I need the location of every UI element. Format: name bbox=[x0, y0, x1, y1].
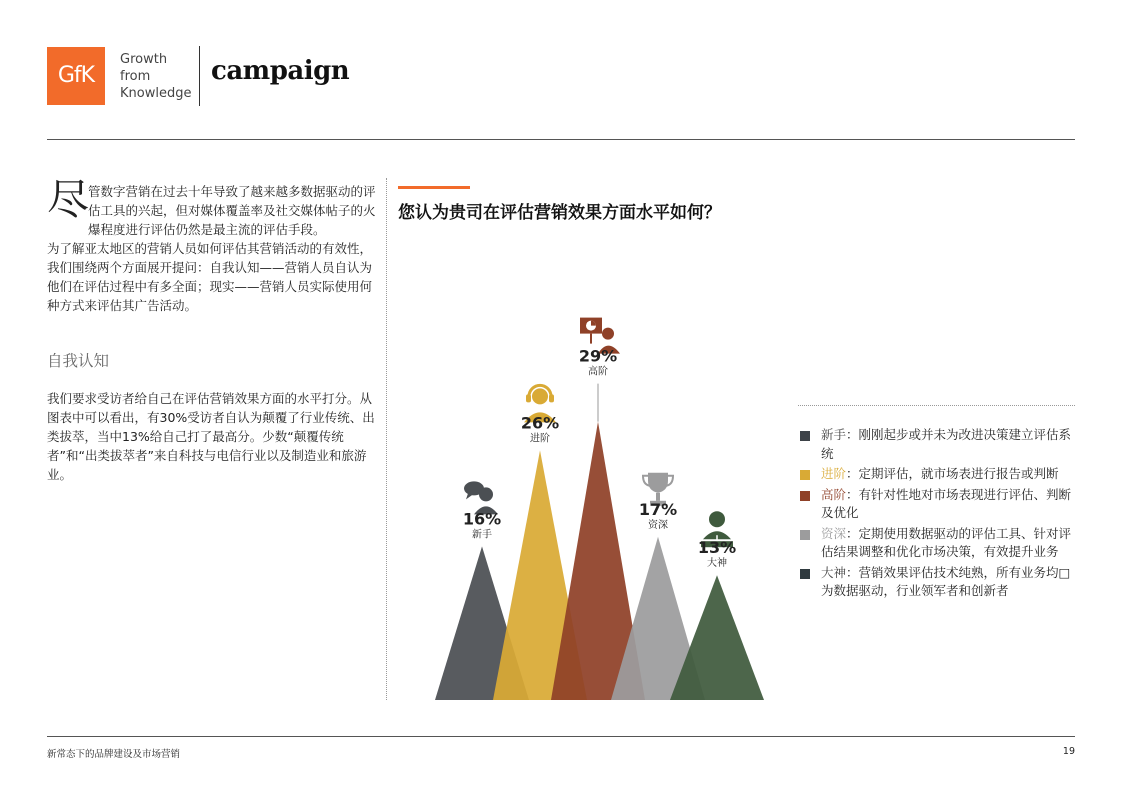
intro-paragraph-2: 为了解亚太地区的营销人员如何评估其营销活动的有效性，我们围绕两个方面展开提问：自我认知——营销人员自认为他们在评估过程中有多全面；现实——营销人员实际使用何种方式来评估其广告活动。 bbox=[47, 241, 373, 313]
value-label-master: 13% bbox=[697, 538, 737, 558]
legend-name: 新手 bbox=[821, 427, 847, 442]
legend-item-senior bbox=[800, 525, 1075, 562]
legend-item-high bbox=[800, 486, 1075, 523]
legend-name: 资深 bbox=[821, 525, 847, 541]
value-label-novice: 16% bbox=[462, 509, 502, 529]
header-rule bbox=[47, 139, 1075, 140]
gfk-logo-text: GfK bbox=[57, 63, 95, 88]
value-label-senior: 17% bbox=[638, 499, 678, 519]
chart-question: 您认为贵司在评估营销效果方面水平如何？ bbox=[398, 203, 721, 223]
column-divider bbox=[386, 178, 387, 700]
level-label-novice: 新手 bbox=[472, 529, 492, 541]
question-accent-bar bbox=[398, 186, 470, 189]
legend-swatch bbox=[800, 431, 810, 441]
section-body: 我们要求受访者给自己在评估营销效果方面的水平打分。从图表中可以看出，有30%受访者自认为颠覆了行业传统、出类拔萃，当中13%给自己打了最高分。少数“颠覆传统者”和“出类拔萃者”来自科技与电信行业以及制造业和旅游业。 bbox=[47, 391, 375, 482]
page-number: 19 bbox=[1062, 746, 1075, 757]
legend-name: 进阶 bbox=[821, 466, 847, 481]
legend-item-novice bbox=[800, 426, 1075, 463]
pyramid-chart bbox=[420, 280, 790, 710]
legend-swatch bbox=[800, 470, 810, 480]
legend-desc: ：刚刚起步或并未为改进决策建立评估系统 bbox=[821, 427, 1072, 461]
legend-desc: ：定期评估，就市场表进行报告或判断 bbox=[846, 466, 1059, 481]
legend-swatch bbox=[800, 491, 810, 501]
legend-item-master bbox=[800, 564, 1075, 601]
value-label-high: 29% bbox=[578, 346, 618, 366]
campaign-logo: campaign bbox=[211, 56, 350, 86]
section-heading: 自我认知 bbox=[47, 352, 110, 370]
drop-cap: 尽 bbox=[47, 175, 90, 224]
legend-name: 高阶 bbox=[821, 486, 847, 502]
legend-name: 大神 bbox=[821, 564, 847, 580]
legend-swatch bbox=[800, 530, 810, 540]
legend-desc: ：定期使用数据驱动的评估工具、针对评估结果调整和优化市场决策，有效提升业务 bbox=[821, 525, 1072, 559]
header-divider bbox=[199, 46, 200, 106]
legend-desc: ：营销效果评估技术纯熟，所有业务均□为数据驱动，行业领军者和创新者 bbox=[821, 564, 1071, 598]
level-label-high: 高阶 bbox=[588, 366, 608, 378]
level-label-senior: 资深 bbox=[648, 519, 668, 531]
footer-title: 新常态下的品牌建设及市场营销 bbox=[47, 749, 181, 760]
level-label-advanced: 进阶 bbox=[530, 433, 550, 445]
intro-paragraph-1: 管数字营销在过去十年导致了越来越多数据驱动的评估工具的兴起，但对媒体覆盖率及社交媒体帖子的火爆程度进行评估仍然是最主流的评估手段。 bbox=[88, 184, 376, 237]
legend-desc: ：有针对性地对市场表现进行评估、判断及优化 bbox=[821, 486, 1072, 520]
level-label-master: 大神 bbox=[707, 558, 727, 570]
legend bbox=[800, 426, 1075, 603]
legend-item-advanced bbox=[800, 465, 1075, 484]
legend-divider bbox=[798, 405, 1075, 406]
footer-rule bbox=[47, 736, 1075, 737]
legend-swatch bbox=[800, 569, 810, 579]
value-label-advanced: 26% bbox=[520, 413, 560, 433]
gfk-tagline: Growth from Knowledge bbox=[120, 52, 192, 101]
